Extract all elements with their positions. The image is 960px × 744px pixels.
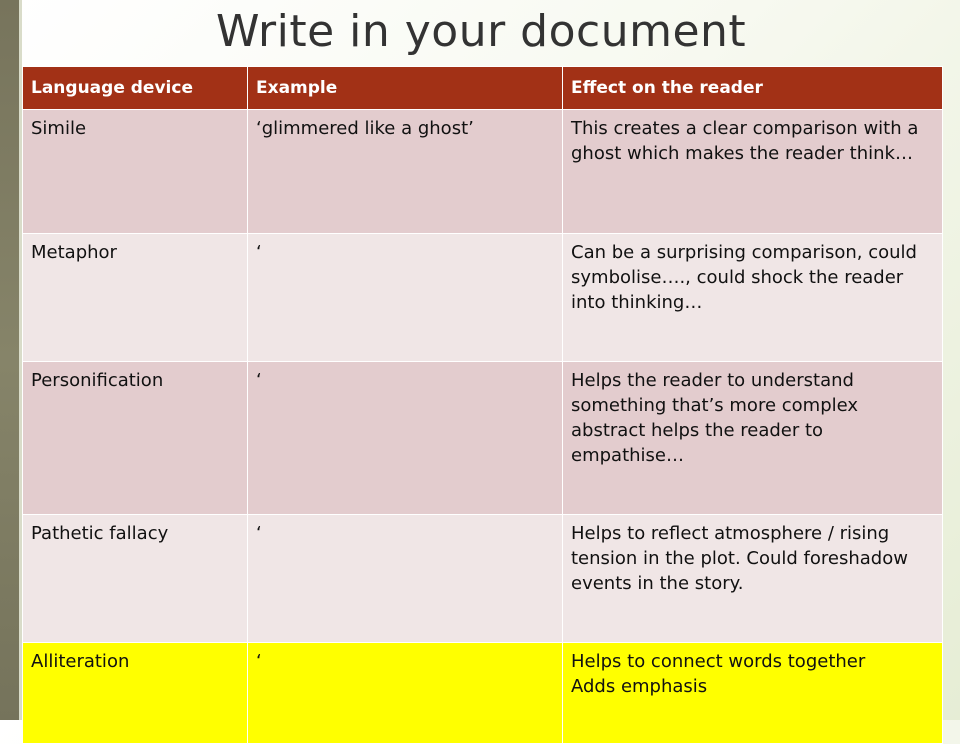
table-row-highlighted [23,643,943,744]
effect-line: Helps to connect words together [571,651,866,672]
effect-line: abstract helps the reader to empathise… [571,420,824,466]
table-row [23,515,943,643]
table-row [23,234,943,362]
effect-cell: This creates a clear comparison with a ghost which makes the reader think… [563,110,943,234]
example-cell: ‘ [248,643,563,744]
example-cell: ‘ [248,515,563,643]
effect-cell: Helps to reflect atmosphere / rising tension in the plot. Could foreshadow events in the story. [563,515,943,643]
device-cell: Metaphor [23,234,248,362]
effect-cell [563,643,943,744]
device-cell: Pathetic fallacy [23,515,248,643]
header-effect: Effect on the reader [563,67,943,110]
language-device-table [22,66,943,744]
effect-line: Adds emphasis [571,676,708,697]
header-example: Example [248,67,563,110]
slide-title: Write in your document [216,6,747,57]
device-cell: Alliteration [23,643,248,744]
table-header-row [23,67,943,110]
table-row [23,110,943,234]
example-cell: ‘glimmered like a ghost’ [248,110,563,234]
device-cell: Personification [23,362,248,515]
example-cell: ‘ [248,362,563,515]
device-cell: Simile [23,110,248,234]
effect-cell [563,362,943,515]
header-language-device: Language device [23,67,248,110]
example-cell: ‘ [248,234,563,362]
effect-line: Helps the reader to understand something that’s more complex [571,370,859,416]
table-row [23,362,943,515]
effect-cell: Can be a surprising comparison, could symbolise…., could shock the reader into thinking… [563,234,943,362]
side-bar-accent [0,0,19,720]
